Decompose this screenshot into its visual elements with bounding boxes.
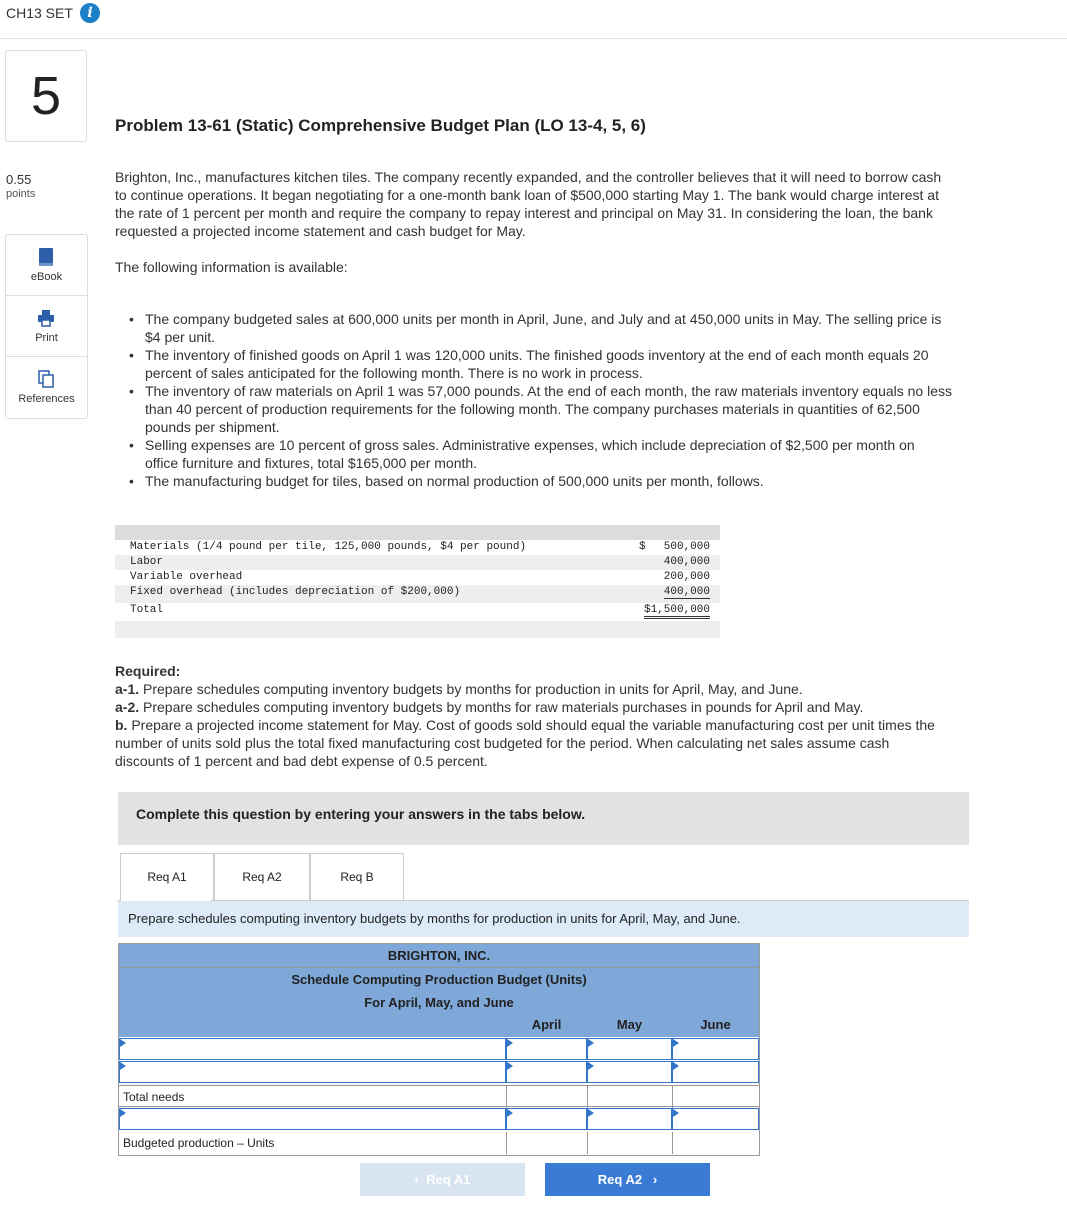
row-value: 400,000 bbox=[663, 586, 710, 598]
bullet-line: • The inventory of finished goods on April 1 was 120,000 units. The finished goods inventory at the end of each month equals 20 bbox=[145, 347, 929, 363]
sidebar-item-label: Print bbox=[35, 332, 58, 344]
line-label-input[interactable] bbox=[119, 1038, 506, 1060]
budgeted-production-row bbox=[119, 1132, 759, 1154]
bullet-line: • The manufacturing budget for tiles, based on normal production of 500,000 units per month, follows. bbox=[145, 473, 764, 489]
line-label-input[interactable] bbox=[119, 1061, 506, 1083]
bullet-line: than 40 percent of production requirements for the following month. The company purchases materials in quantities of 62,500 bbox=[145, 401, 920, 417]
may-input[interactable] bbox=[587, 1038, 672, 1060]
row-value: 400,000 bbox=[663, 556, 710, 568]
req-tag: b. bbox=[115, 717, 128, 733]
budgeted-production-label: Budgeted production – Units bbox=[123, 1136, 275, 1150]
problem-title: Problem 13-61 (Static) Comprehensive Budget Plan (LO 13-4, 5, 6) bbox=[115, 116, 646, 135]
table-row bbox=[115, 570, 720, 585]
bullet-line: • Selling expenses are 10 percent of gross sales. Administrative expenses, which include depreciation of $2,500 per month on bbox=[145, 437, 915, 453]
april-input[interactable] bbox=[506, 1108, 587, 1130]
copy-icon bbox=[37, 369, 55, 389]
bullet-item bbox=[145, 346, 1067, 382]
print-button[interactable] bbox=[6, 296, 87, 356]
june-input[interactable] bbox=[672, 1061, 759, 1083]
top-bar bbox=[0, 0, 1067, 39]
line-label-input[interactable] bbox=[119, 1108, 506, 1130]
bullet-item bbox=[145, 310, 1067, 346]
june-input[interactable] bbox=[672, 1038, 759, 1060]
june-input[interactable] bbox=[672, 1108, 759, 1130]
requirement-a1 bbox=[115, 680, 1060, 698]
table-row bbox=[115, 540, 720, 555]
printer-icon bbox=[37, 308, 55, 328]
points-value: 0.55 bbox=[6, 172, 32, 187]
req-tag: a-2. bbox=[115, 699, 140, 715]
references-button[interactable] bbox=[6, 357, 87, 417]
bullet-line: $4 per unit. bbox=[145, 329, 216, 345]
may-input[interactable] bbox=[587, 1108, 672, 1130]
manufacturing-budget-table bbox=[115, 525, 720, 638]
intro-paragraph bbox=[115, 168, 941, 240]
chevron-right-icon: › bbox=[652, 1172, 658, 1187]
sidebar-item-label: eBook bbox=[30, 271, 63, 283]
total-needs-label: Total needs bbox=[123, 1090, 185, 1104]
column-may: May bbox=[587, 1013, 672, 1037]
intro-line: requested a projected income statement and cash budget for May. bbox=[115, 223, 526, 239]
ebook-button[interactable] bbox=[6, 235, 87, 295]
req-text: discounts of 1 percent and bad debt expense of 0.5 percent. bbox=[115, 753, 488, 769]
req-text: Prepare schedules computing inventory budgets by months for production in units for April, May, and June. bbox=[139, 681, 803, 697]
tab-req-b[interactable]: Req B bbox=[310, 853, 404, 901]
available-text: The following information is available: bbox=[115, 259, 348, 275]
table-row bbox=[115, 555, 720, 570]
row-label: Total bbox=[130, 604, 164, 616]
production-budget-schedule bbox=[118, 943, 760, 1156]
instructions-text: Complete this question by entering your answers in the tabs below. bbox=[136, 806, 586, 822]
table-row bbox=[115, 585, 720, 600]
intro-line: to continue operations. It began negotiating for a one-month bank loan of $500,000 starting May 1. The bank would charge interest at bbox=[115, 187, 939, 203]
april-input[interactable] bbox=[506, 1038, 587, 1060]
bullet-line: • The company budgeted sales at 600,000 units per month in April, June, and July and at 450,000 units in May. The selling price is bbox=[145, 311, 942, 327]
row-value: 500,000 bbox=[663, 541, 710, 553]
req-text: Prepare schedules computing inventory budgets by months for raw materials purchases in pounds for April and May. bbox=[139, 699, 864, 715]
may-input[interactable] bbox=[587, 1061, 672, 1083]
question-number: 5 bbox=[5, 50, 87, 142]
prev-button[interactable] bbox=[360, 1163, 525, 1196]
req-tag: a-1. bbox=[115, 681, 140, 697]
tab-instruction bbox=[118, 901, 969, 937]
set-title: CH13 SET bbox=[6, 5, 73, 21]
row-label: Fixed overhead (includes depreciation of $200,000) bbox=[130, 586, 461, 598]
intro-line: Brighton, Inc., manufactures kitchen tiles. The company recently expanded, and the controller believes that it will need to borrow cash bbox=[115, 169, 942, 185]
instructions-banner bbox=[118, 792, 969, 845]
schedule-company: BRIGHTON, INC. bbox=[119, 944, 759, 968]
bullet-item bbox=[145, 382, 1067, 436]
row-value: $1,500,000 bbox=[644, 604, 710, 619]
tab-req-a1[interactable]: Req A1 bbox=[120, 853, 214, 901]
book-icon bbox=[37, 247, 55, 267]
resource-panel bbox=[5, 234, 88, 419]
bullet-item bbox=[145, 472, 1067, 490]
sidebar-item-label: References bbox=[18, 393, 75, 405]
april-input[interactable] bbox=[506, 1061, 587, 1083]
prev-button-label: Req A1 bbox=[426, 1172, 471, 1187]
req-text: Prepare a projected income statement for May. Cost of goods sold should equal the variable manufacturing cost per unit times the bbox=[127, 717, 935, 733]
required-heading: Required: bbox=[115, 663, 181, 679]
bullet-line: pounds per shipment. bbox=[145, 419, 280, 435]
next-button-label: Req A2 bbox=[597, 1172, 643, 1187]
instruction-text: Prepare schedules computing inventory budgets by months for production in units for April, May, and June. bbox=[128, 911, 741, 926]
table-row bbox=[115, 603, 720, 621]
dollar-sign: $ bbox=[639, 541, 646, 553]
column-april: April bbox=[506, 1013, 587, 1037]
points-label: points bbox=[6, 188, 36, 200]
column-june: June bbox=[672, 1013, 759, 1037]
bullet-line: • The inventory of raw materials on April 1 was 57,000 pounds. At the end of each month, the raw materials inventory equals no less bbox=[145, 383, 953, 399]
requirement-b bbox=[115, 716, 1060, 734]
schedule-title: Schedule Computing Production Budget (Units) bbox=[119, 968, 759, 992]
req-text: number of units sold plus the total fixed manufacturing cost budgeted for the period. When calculating net sales assume cash bbox=[115, 735, 890, 751]
bullet-line: office furniture and fixtures, total $165,000 per month. bbox=[145, 455, 478, 471]
info-bullets bbox=[115, 310, 1067, 490]
requirement-a2 bbox=[115, 698, 1060, 716]
required-section bbox=[115, 662, 1060, 770]
bullet-item bbox=[145, 436, 1067, 472]
schedule-period: For April, May, and June bbox=[119, 991, 759, 1013]
total-needs-row bbox=[119, 1085, 759, 1107]
row-label: Materials (1/4 pound per tile, 125,000 pounds, $4 per pound) bbox=[130, 541, 527, 553]
row-label: Labor bbox=[130, 556, 164, 568]
intro-line: the rate of 1 percent per month and require the company to repay interest and principal on May 31. In considering the loan, the bank bbox=[115, 205, 933, 221]
bullet-line: percent of sales anticipated for the following month. There is no work in process. bbox=[145, 365, 643, 381]
next-button[interactable] bbox=[545, 1163, 710, 1196]
tab-req-a2[interactable]: Req A2 bbox=[214, 853, 310, 901]
info-icon[interactable]: i bbox=[80, 3, 100, 23]
row-label: Variable overhead bbox=[130, 571, 243, 583]
row-value: 200,000 bbox=[663, 571, 710, 583]
chevron-left-icon: ‹ bbox=[414, 1172, 419, 1187]
